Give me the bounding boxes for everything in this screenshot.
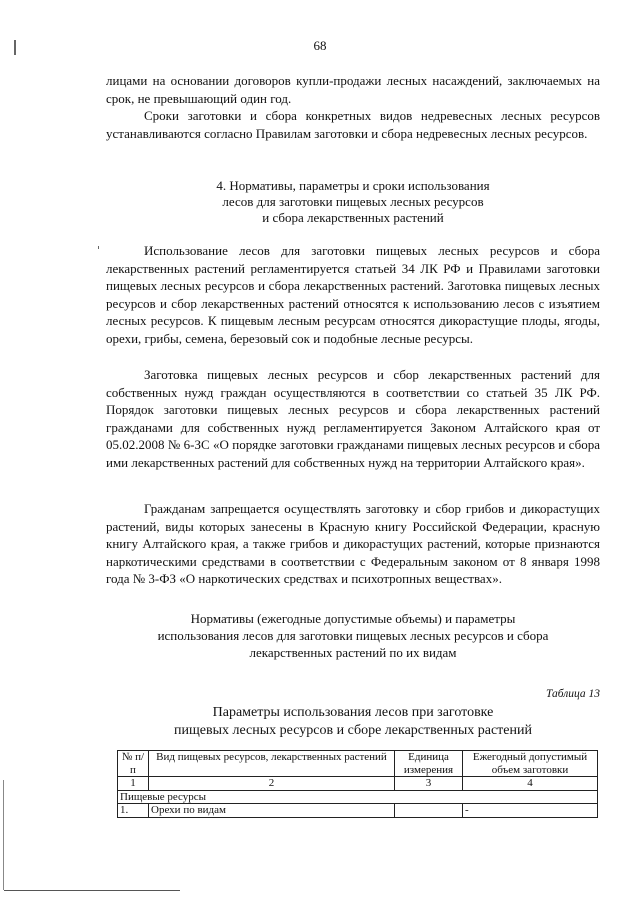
row-unit xyxy=(395,804,463,818)
subheading-line: использования лесов для заготовки пищевых лесных ресурсов и сбора xyxy=(157,628,549,643)
scan-bottom-line xyxy=(4,890,180,891)
scan-edge-line xyxy=(3,780,4,890)
section-heading xyxy=(106,178,600,226)
section-heading-line: 4. Нормативы, параметры и сроки использования xyxy=(216,178,490,193)
table-title-line: Параметры использования лесов при заготовке xyxy=(212,705,494,720)
table-row xyxy=(118,804,598,818)
row-num: 1. xyxy=(118,804,149,818)
column-number: 4 xyxy=(463,777,598,791)
column-number: 2 xyxy=(149,777,395,791)
column-number: 1 xyxy=(118,777,149,791)
column-number: 3 xyxy=(395,777,463,791)
parameters-table xyxy=(117,750,598,818)
paragraph-regulation: Использование лесов для заготовки пищевых лесных ресурсов и сбора лекарственных растений регламентируется статьей 34 ЛК РФ и Правилами заготовки пищевых лесных ресурсов и сбора лекарственных растений. Заготовка пищевых лесных ресурсов и сбор лекарственных растений относятся к использованию лесов с изъятием лесных ресурсов. К пищевым лесным ресурсам относятся дикорастущие плоды, ягоды, орехи, грибы, семена, березовый сок и подобные лесные ресурсы. xyxy=(106,243,600,346)
row-annual-volume: - xyxy=(463,804,598,818)
header-num: № п/п xyxy=(118,751,149,777)
table-title-line: пищевых лесных ресурсов и сборе лекарственных растений xyxy=(174,723,532,738)
paragraph-own-needs: Заготовка пищевых лесных ресурсов и сбор лекарственных растений для собственных нужд граждан осуществляются в соответствии со статьей 35 ЛК РФ. Порядок заготовки пищевых лесных ресурсов и сбора лекарственных растений гражданами для собственных нужд регламентируется Законом Алтайского края от 05.02.2008 № 6-ЗС «О порядке заготовки гражданами пищевых лесных ресурсов и сбора ими лекарственных растений для собственных нужд на территории Алтайского края». xyxy=(106,367,600,470)
subheading xyxy=(106,610,600,661)
table-caption: Таблица 13 xyxy=(545,688,600,700)
section-heading-line: лесов для заготовки пищевых лесных ресурсов xyxy=(222,194,484,209)
subheading-line: Нормативы (ежегодные допустимые объемы) и параметры xyxy=(190,611,516,626)
header-resource-type: Вид пищевых ресурсов, лекарственных растений xyxy=(149,751,395,777)
table-group-row xyxy=(118,790,598,804)
subheading-line: лекарственных растений по их видам xyxy=(249,645,457,660)
group-label: Пищевые ресурсы xyxy=(118,790,598,804)
scan-margin-mark xyxy=(98,246,99,249)
header-unit: Единица измерения xyxy=(395,751,463,777)
section-heading-line: и сбора лекарственных растений xyxy=(262,210,444,225)
page-number: 68 xyxy=(313,38,327,53)
paragraph-prohibition: Гражданам запрещается осуществлять заготовку и сбор грибов и дикорастущих растений, виды которых занесены в Красную книгу Российской Федерации, красную книгу Алтайского края, а также грибов и дикорастущих растений, которые признаются наркотическими средствами в соответствии с Федеральным законом от 8 января 1998 года № 3-ФЗ «О наркотических средствах и психотропных веществах». xyxy=(106,501,600,587)
paragraph-continuation: лицами на основании договоров купли-продажи лесных насаждений, заключаемых на срок, не превышающий один год. xyxy=(106,73,600,106)
paragraph-harvest-terms: Сроки заготовки и сбора конкретных видов недревесных лесных ресурсов устанавливаются согласно Правилам заготовки и сбора недревесных лесных ресурсов. xyxy=(106,108,600,141)
row-resource-type: Орехи по видам xyxy=(149,804,395,818)
header-annual-volume: Ежегодный допустимый объем заготовки xyxy=(463,751,598,777)
table-header-row xyxy=(118,751,598,777)
table-title xyxy=(106,704,600,740)
table-column-numbers-row xyxy=(118,777,598,791)
